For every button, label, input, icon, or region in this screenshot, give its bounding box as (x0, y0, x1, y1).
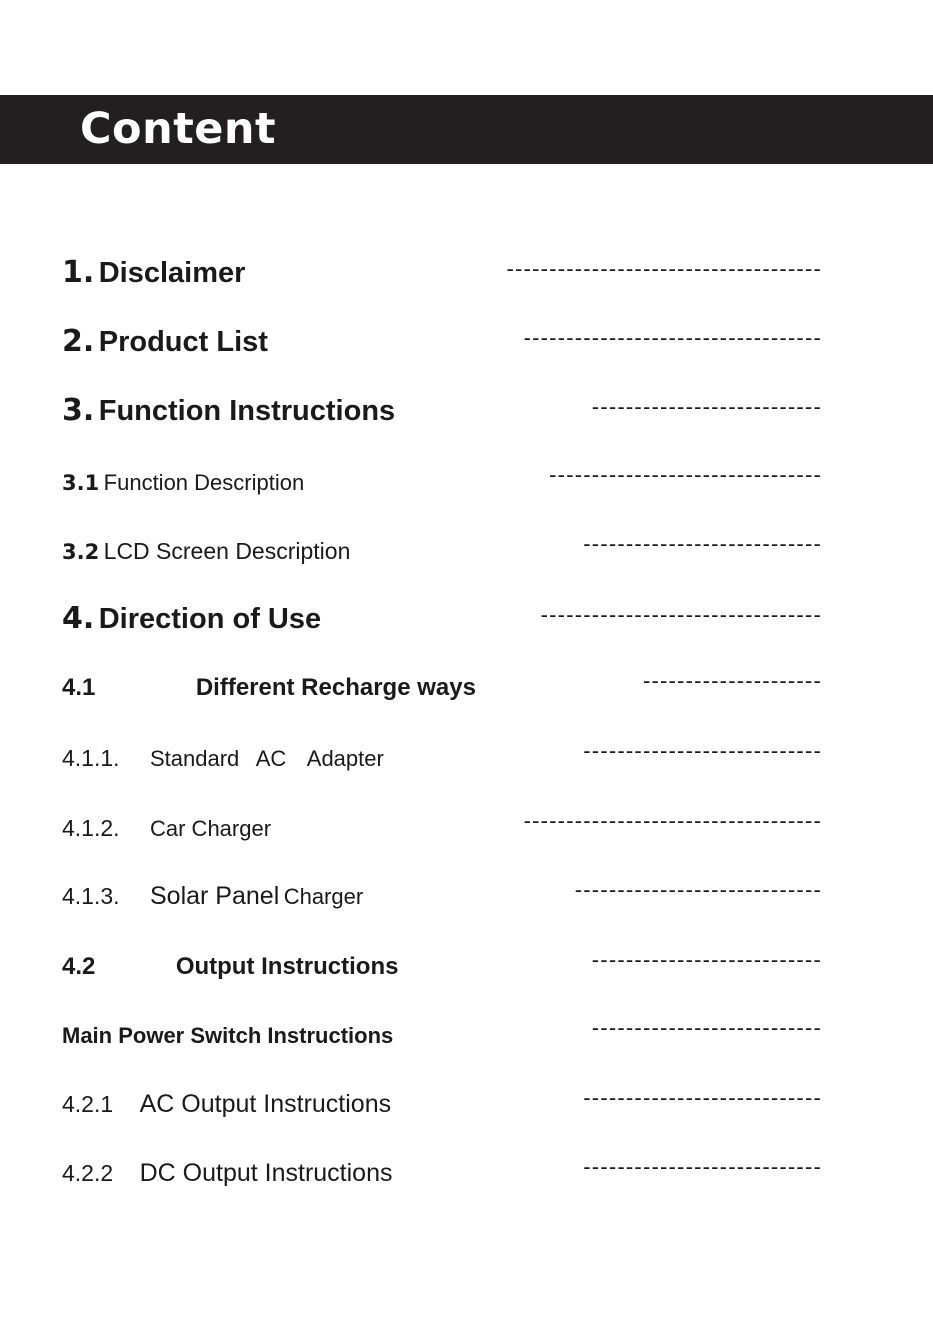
toc-label: Product List (98, 326, 268, 358)
toc-leader: ---------------------------- (583, 738, 822, 763)
header-bar (0, 95, 933, 164)
toc-number: 3. (62, 393, 95, 428)
toc-number: 3.2 (62, 540, 100, 564)
toc-label: Different Recharge ways (195, 674, 476, 701)
toc-label: Function Description (103, 470, 305, 495)
toc-number: 4.1.2. (62, 815, 120, 841)
toc-number: 3.1 (62, 471, 100, 495)
toc-leader: ---------------------------- (583, 1154, 822, 1179)
toc-label: Standard (150, 746, 240, 771)
toc-number: 4.2 (62, 953, 96, 980)
toc-entry-ac-adapter[interactable] (62, 726, 822, 770)
toc-entry-function-description[interactable] (62, 450, 822, 494)
toc-label: Direction of Use (98, 603, 322, 635)
toc-label: Adapter (306, 746, 384, 771)
toc-label: DC Output Instructions (139, 1159, 393, 1187)
toc-leader: ---------------------------- (583, 1085, 822, 1110)
toc-number: 4.2.1 (62, 1091, 114, 1117)
toc-leader: ----------------------------------- (523, 808, 822, 833)
toc-leader: -------------------------------- (549, 462, 822, 487)
toc-leader: ----------------------------------- (523, 325, 822, 350)
toc-number: 1. (62, 255, 95, 290)
toc-entry-main-power-switch[interactable] (62, 1003, 822, 1047)
toc-label: Function Instructions (98, 395, 396, 427)
toc-label: Disclaimer (98, 257, 246, 289)
toc-leader: --------------------------------- (540, 602, 822, 627)
toc-leader: ----------------------------- (574, 877, 822, 902)
toc-entry-car-charger[interactable] (62, 796, 822, 840)
toc-label: AC Output Instructions (139, 1090, 392, 1118)
toc-number: 4.1 (62, 674, 96, 701)
toc-number: 4. (62, 601, 95, 636)
toc-number: 2. (62, 324, 95, 359)
toc-entry-product-list[interactable] (62, 313, 822, 357)
toc-entry-dc-output[interactable] (62, 1142, 822, 1186)
toc-leader: --------------------------- (591, 1015, 822, 1040)
toc-leader: --------------------------- (591, 947, 822, 972)
toc-label: Charger (283, 884, 364, 909)
toc-leader: ---------------------------- (583, 531, 822, 556)
toc-label: Output Instructions (175, 953, 399, 980)
toc-leader: --------------------- (642, 668, 822, 693)
toc-number: 4.1.3. (62, 883, 120, 909)
toc-entry-output-instructions[interactable] (62, 935, 822, 979)
toc-entry-lcd-screen-description[interactable] (62, 519, 822, 563)
toc-entry-disclaimer[interactable] (62, 244, 822, 288)
toc-leader: ------------------------------------- (506, 256, 822, 281)
toc-label: Solar Panel (150, 882, 280, 910)
toc-label: Car Charger (150, 816, 272, 841)
toc-entry-ac-output[interactable] (62, 1073, 822, 1117)
toc-leader: --------------------------- (591, 394, 822, 419)
toc-label: Main Power Switch Instructions (62, 1023, 394, 1048)
toc-number: 4.1.1. (62, 745, 120, 771)
page-title: Content (80, 104, 277, 154)
toc-entry-solar-panel-charger[interactable] (62, 865, 822, 909)
toc-entry-function-instructions[interactable] (62, 382, 822, 426)
toc-entry-recharge-ways[interactable] (62, 656, 822, 700)
toc-entry-direction-of-use[interactable] (62, 590, 822, 634)
toc-label: AC (255, 746, 287, 771)
toc-number: 4.2.2 (62, 1160, 114, 1186)
toc-label: LCD Screen Description (103, 538, 351, 564)
